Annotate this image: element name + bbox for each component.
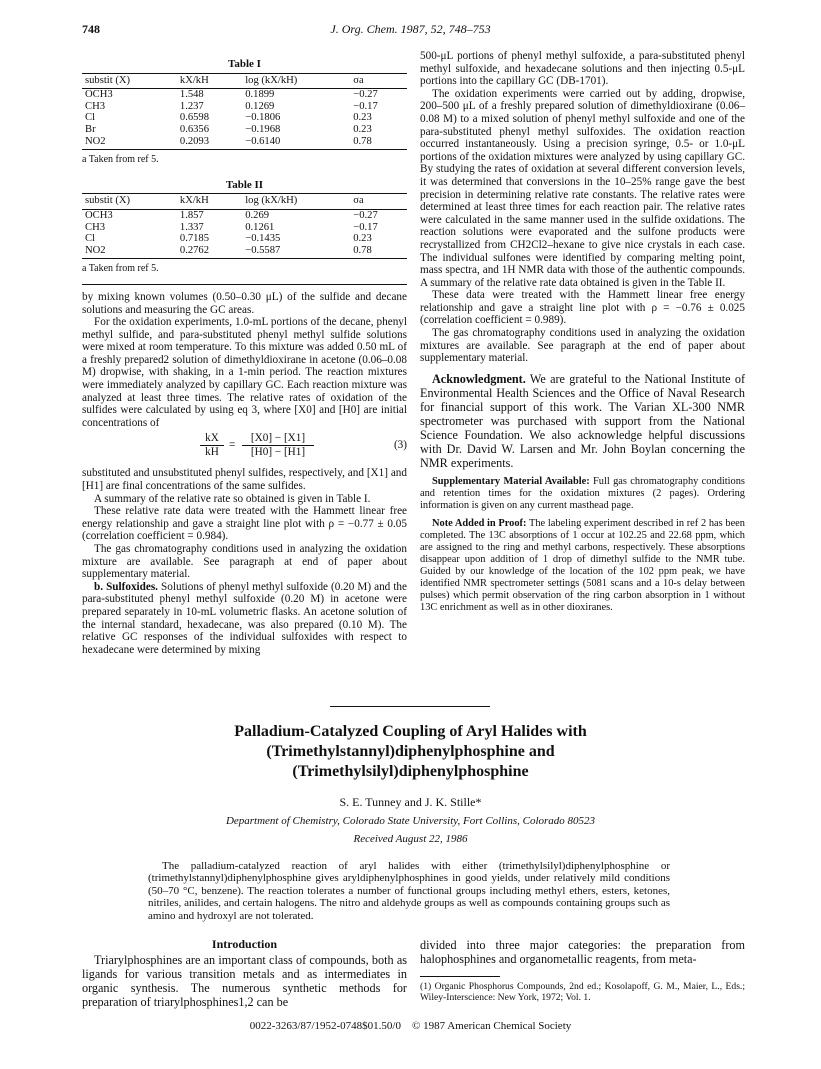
ack-text: We are grateful to the National Institute of Environmental Health Sciences and the Office of Naval Research for financial support of this work. The Varian XL-300 NMR spectrometer was purchased with support from the National Science Foundation. We also acknowledge helpful discussions with Dr. David W. Larsen and Mr. John Boylan concerning the NMR experiments. bbox=[420, 371, 746, 470]
table-header-cell: substit (X) bbox=[82, 73, 177, 89]
note-text: The labeling experiment described in ref 2 has been completed. The 13C absorptions of 1 occur at 102.25 and 22.68 ppm, which are assigned to the ring and methyl carbons, respectively. These absorptions disappear upon addition of 1 drop of dimethyl sulfide to the NMR tube. Guided by our knowledge of the location of the 102 ppm peak, we have identified NMR spectrometer settings (5081 scans and a 10-s delay between pulses) which permit observation of the ring carbon absorption in 1 without 13C enrichment as well as in other dioxiranes. bbox=[420, 517, 745, 613]
footnote-rule bbox=[420, 976, 500, 977]
table-cell: 0.1261 bbox=[245, 221, 275, 233]
table-cell: NO2 bbox=[85, 244, 106, 256]
eq-rhs-den: [H0] − [H1] bbox=[250, 446, 306, 459]
title-line: Palladium-Catalyzed Coupling of Aryl Halides with bbox=[234, 723, 587, 740]
right-column bbox=[420, 50, 745, 614]
table-cell: 0.1899 bbox=[245, 89, 275, 101]
supplementary bbox=[420, 476, 745, 512]
table2-caption: Table II bbox=[225, 178, 264, 191]
title-line: (Trimethylsilyl)diphenylphosphine bbox=[292, 763, 529, 780]
table2 bbox=[82, 193, 407, 256]
note-heading: Note Added in Proof: bbox=[432, 517, 527, 529]
paragraph: A summary of the relative rate so obtained is given in Table I. bbox=[94, 492, 371, 505]
table-cell: OCH3 bbox=[85, 209, 113, 221]
authors: S. E. Tunney and J. K. Stille* bbox=[339, 795, 482, 809]
title-line: (Trimethylstannyl)diphenylphosphine and bbox=[266, 743, 555, 760]
table-cell: −0.1806 bbox=[245, 112, 281, 124]
table1 bbox=[82, 73, 407, 148]
intro-left-column bbox=[82, 938, 407, 1009]
affiliation: Department of Chemistry, Colorado State University, Fort Collins, Colorado 80523 bbox=[225, 815, 596, 827]
table-cell: 0.2762 bbox=[179, 244, 210, 256]
table-header-cell: log (kX/kH) bbox=[242, 194, 350, 210]
ack-heading: Acknowledgment. bbox=[432, 371, 526, 386]
table-cell: 0.269 bbox=[245, 209, 270, 221]
intro-right-column bbox=[420, 938, 745, 1003]
equation-3 bbox=[82, 431, 407, 465]
table1-caption: Table I bbox=[228, 58, 261, 70]
table-cell: Br bbox=[85, 123, 96, 135]
table-row bbox=[82, 101, 407, 113]
page-number: 748 bbox=[82, 22, 100, 36]
doc-code: 0022-3263/87/1952-0748$01.50/0 bbox=[249, 1020, 401, 1032]
table-header-cell: kX/kH bbox=[177, 73, 242, 89]
table-cell: NO2 bbox=[85, 135, 106, 147]
paragraph: 500-μL portions of phenyl methyl sulfoxide, a para-substituted phenyl methyl sulfoxide, and hexadecane solutions and then injecting 0.5-μL portions into the capillary GC (DB-1701). bbox=[420, 50, 745, 88]
abstract: The palladium-catalyzed reaction of aryl halides with either (trimethylsilyl)diphenylphosphine or (trimethylstannyl)diphenylphosphine gives aryldiphenylphosphines in good yields, under relatively mild conditions (50–70 °C, benzene). The reaction tolerates a number of functional groups including methyl ethers, esters, ketones, nitriles, anilides, and certain halogens. The nitro and aldehyde groups as well as compounds containing groups such as amino and hydroxyl are not tolerated. bbox=[148, 860, 670, 922]
table-header-cell: σa bbox=[350, 194, 407, 210]
eq-rhs-num: [X0] − [X1] bbox=[250, 432, 306, 445]
eq-number: (3) bbox=[393, 439, 407, 452]
table-cell: 0.23 bbox=[353, 123, 372, 135]
supp-heading: Supplementary Material Available: bbox=[432, 475, 590, 487]
journal-header: J. Org. Chem. 1987, 52, 748–753 bbox=[330, 22, 491, 36]
table-cell: 0.23 bbox=[353, 112, 372, 124]
table-row bbox=[82, 245, 407, 257]
paragraph: These relative rate data were treated with the Hammett linear free energy relationship and gave a straight line plot with ρ = −0.77 ± 0.05 (correlation coefficient = 0.984). bbox=[82, 505, 407, 543]
table-cell: 0.6598 bbox=[179, 112, 210, 124]
table-cell: 0.6356 bbox=[179, 123, 210, 135]
supp-text: Full gas chromatography conditions and retention times for the oxidation mixtures (2 pages). Ordering information is given on any current masthead page. bbox=[420, 475, 745, 511]
table-cell: −0.1435 bbox=[245, 233, 281, 245]
table-row bbox=[82, 209, 407, 221]
article-title bbox=[0, 722, 821, 782]
received-date: Received August 22, 1986 bbox=[353, 833, 468, 845]
note-added bbox=[420, 518, 745, 614]
table-header-cell: kX/kH bbox=[177, 194, 242, 210]
table-row bbox=[82, 233, 407, 245]
paragraph bbox=[82, 581, 407, 657]
eq-lhs-num: kX bbox=[205, 432, 219, 445]
table-cell: CH3 bbox=[85, 221, 106, 233]
table-cell: −0.27 bbox=[353, 89, 378, 101]
paragraph: by mixing known volumes (0.50–0.30 μL) of the sulfide and decane solutions and measuring the GC areas. bbox=[82, 290, 407, 316]
table-cell: −0.1968 bbox=[245, 123, 281, 135]
intro-heading: Introduction bbox=[211, 937, 278, 951]
table1-footnote: a Taken from ref 5. bbox=[82, 154, 159, 166]
table-cell: 0.78 bbox=[353, 135, 372, 147]
acknowledgment bbox=[420, 372, 745, 470]
footnote: (1) Organic Phosphorus Compounds, 2nd ed.; Kosolapoff, G. M., Maier, L., Eds.; Wiley-Interscience: New York, 1972; Vol. 1. bbox=[420, 981, 745, 1003]
table-header-cell: substit (X) bbox=[82, 194, 177, 210]
paragraph: substituted and unsubstituted phenyl sulfides, respectively, and [X1] and [H1] are final concentrations of the same sulfides. bbox=[82, 467, 407, 493]
table-row bbox=[82, 136, 407, 148]
table-cell: −0.17 bbox=[353, 221, 378, 233]
table-header-cell: log (kX/kH) bbox=[242, 73, 350, 89]
table-cell: −0.5587 bbox=[245, 244, 281, 256]
paragraph: These data were treated with the Hammett linear free energy relationship and gave a straight line plot with ρ = −0.76 ± 0.025 (correlation coefficient = 0.989). bbox=[420, 289, 745, 327]
footer bbox=[0, 1020, 821, 1032]
table-cell: Cl bbox=[85, 233, 96, 245]
table-cell: 0.7185 bbox=[179, 233, 210, 245]
table-cell: 1.857 bbox=[179, 209, 204, 221]
paragraph: The gas chromatography conditions used in analyzing the oxidation mixture are available. See paragraph at end of paper about supplementary material. bbox=[82, 543, 407, 581]
table-row bbox=[82, 89, 407, 101]
paragraph: divided into three major categories: the preparation from halophosphines and organometallic reagents, from meta- bbox=[420, 938, 745, 966]
table-cell: 1.548 bbox=[179, 89, 204, 101]
paragraph: The gas chromatography conditions used in analyzing the oxidation mixtures are available. See paragraph at the end of paper about supplementary material. bbox=[420, 327, 745, 365]
paragraph: Triarylphosphines are an important class of compounds, both as ligands for various transition metals and as intermediates in organic synthesis. The numerous synthetic methods for preparation of triarylphosphines1,2 can be bbox=[82, 952, 407, 1009]
table-cell: −0.17 bbox=[353, 100, 378, 112]
table-row bbox=[82, 222, 407, 234]
separator bbox=[330, 706, 490, 707]
table-header-cell: σa bbox=[350, 73, 407, 89]
eq-lhs-den: kH bbox=[205, 446, 219, 459]
table-cell: CH3 bbox=[85, 100, 106, 112]
table-cell: 0.1269 bbox=[245, 100, 275, 112]
table-cell: −0.6140 bbox=[245, 135, 281, 147]
paragraph: For the oxidation experiments, 1.0-mL portions of the decane, phenyl methyl sulfide, and para-substituted phenyl methyl sulfide solutions were mixed at room temperature. To this mixture was added 0.50 mL of a freshly prepared2 solution of dimethyldioxirane in acetone (0.06–0.08 M) dropwise, with shaking, in a 1-min period. The reaction mixtures were immediately analyzed by capillary GC. Each reaction mixture was analyzed at least three times. The relative rates of oxidation of the sulfides were calculated by using eq 3, where [X0] and [H0] are initial concentrations of bbox=[82, 316, 407, 429]
table-cell: 0.78 bbox=[353, 244, 372, 256]
table-cell: 1.237 bbox=[179, 100, 204, 112]
paragraph-text: Solutions of phenyl methyl sulfoxide (0.20 M) and the para-substituted phenyl methyl sulfoxide (0.20 M) in acetone were prepared separately in 10-mL volumetric flasks. An acetone solution of the internal standard, hexadecane, was also prepared (0.10 M). The relative GC responses of the individual sulfoxides with respect to hexadecane were determined by mixing bbox=[82, 580, 407, 656]
paragraph: The oxidation experiments were carried out by adding, dropwise, 200–500 μL of a freshly prepared solution of dimethyldioxirane (0.06–0.08 M) to a mixed solution of phenyl methyl sulfoxide and one of the para-substituted phenyl methyl sulfoxides. The oxidation reaction occurred instantaneously. Using a precision syringe, 0.5- or 1.0-μL portions of the oxidation mixtures were analyzed by using capillary GC. By studying the rates of oxidation at several different conversion levels, it was determined that conversions in the 10–25% range gave the best precision in determining relative rate constants. The relative rates were determined at least three times for each reaction pair. The relative rates were calculated in the same manner used in the sulfide oxidations. The reaction solutions were evaporated and the sulfone products were recrystallized from CH2Cl2–hexane to give nice crystals in each case. The individual sulfones were identified by comparing melting point, mass spectra, and 1H NMR data with those of the authentic compounds. A summary of the relative rate data obtained is given in the Table II. bbox=[420, 87, 745, 289]
table-row bbox=[82, 112, 407, 124]
table-row bbox=[82, 124, 407, 136]
table2-footnote: a Taken from ref 5. bbox=[82, 263, 159, 275]
table-cell: −0.27 bbox=[353, 209, 378, 221]
eq-equals: = bbox=[229, 439, 236, 452]
table-cell: Cl bbox=[85, 112, 96, 124]
copyright: © 1987 American Chemical Society bbox=[411, 1020, 572, 1032]
left-column bbox=[82, 56, 407, 656]
table-cell: 0.23 bbox=[353, 233, 372, 245]
table-cell: OCH3 bbox=[85, 89, 113, 101]
table-cell: 0.2093 bbox=[179, 135, 210, 147]
run-in-heading: b. Sulfoxides. bbox=[94, 580, 158, 593]
table-cell: 1.337 bbox=[179, 221, 204, 233]
